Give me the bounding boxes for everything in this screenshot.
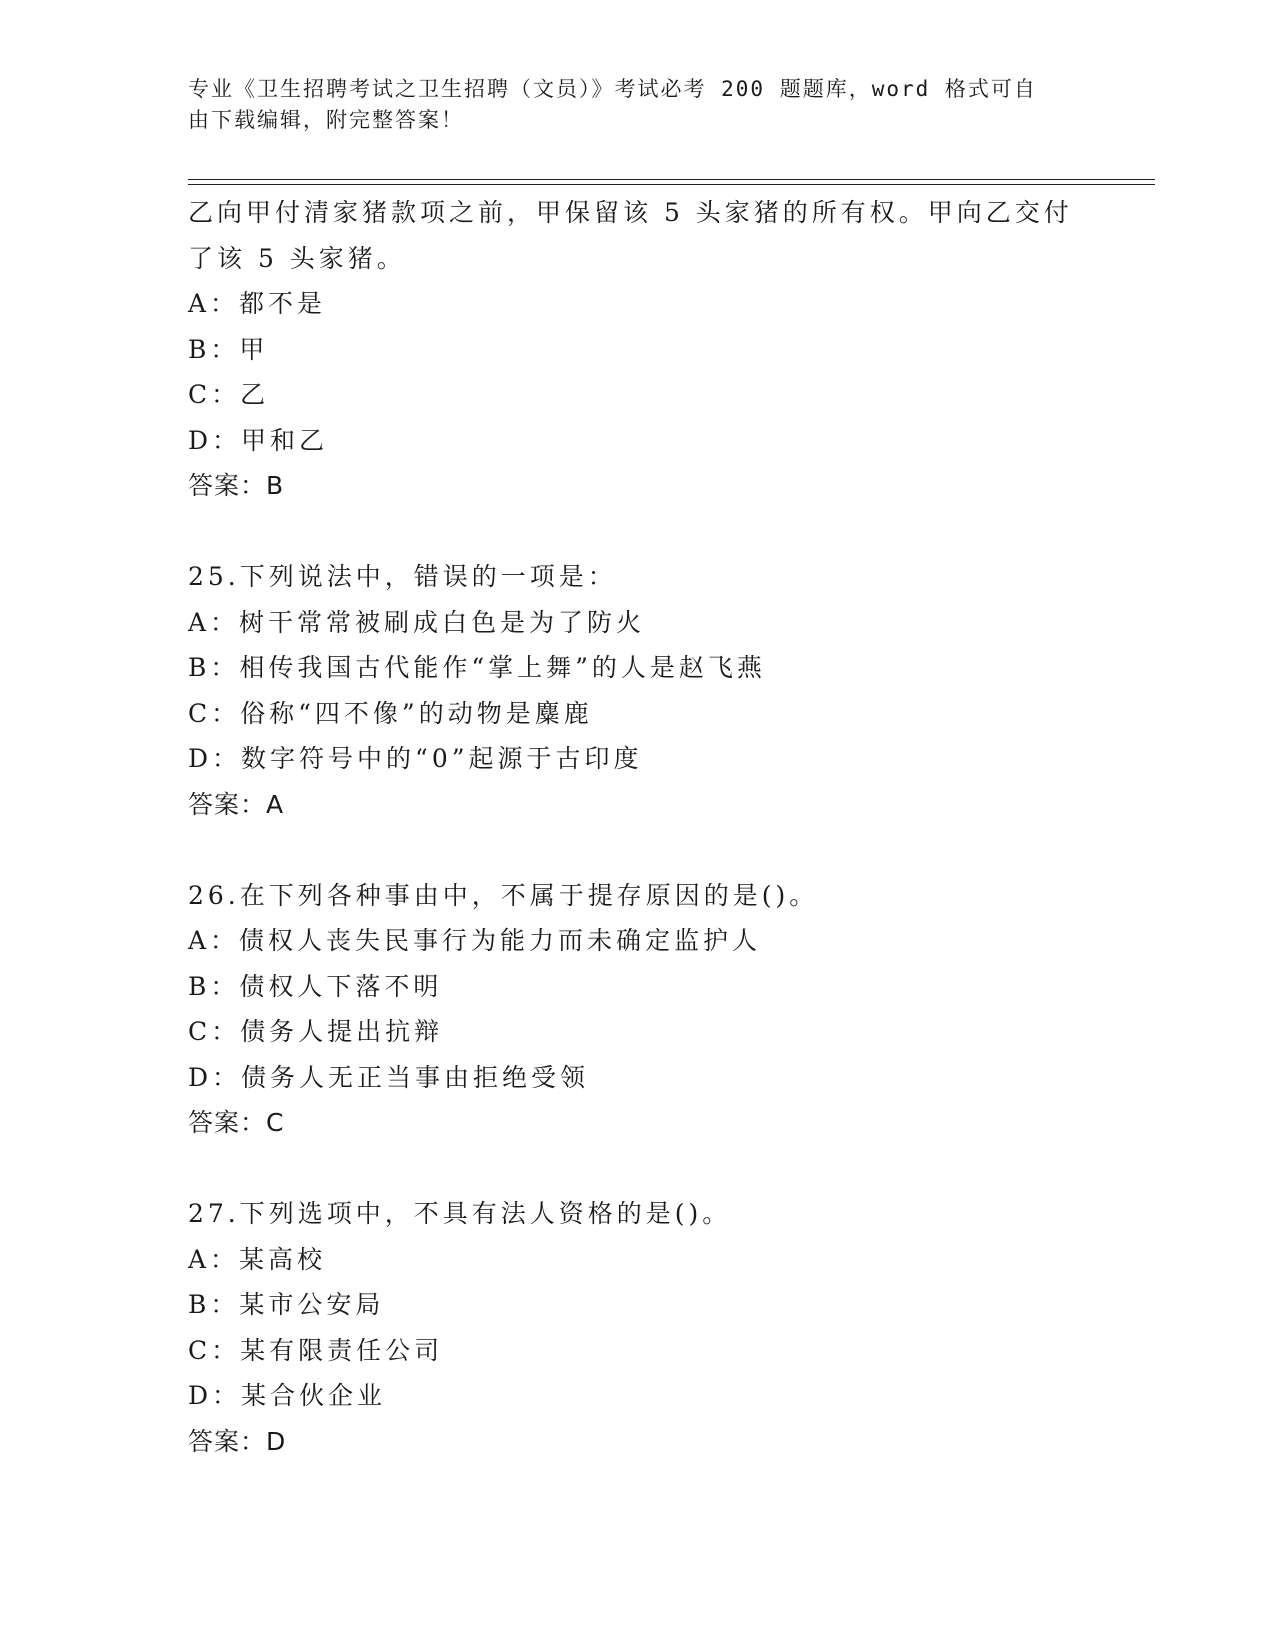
question-continued (188, 190, 1088, 509)
spacer (188, 1146, 1088, 1192)
option-b: B：甲 (188, 334, 269, 364)
question-26 (188, 873, 1088, 1146)
option-c: C：俗称“四不像”的动物是麋鹿 (188, 698, 593, 728)
header-divider-top (188, 179, 1155, 180)
header-line-1: 专业《卫生招聘考试之卫生招聘（文员）》考试必考 200 题题库，word 格式可自 (188, 77, 1037, 101)
option-a: A：都不是 (188, 289, 327, 318)
option-c: C：乙 (188, 380, 270, 409)
header-divider-bottom (188, 184, 1155, 185)
answer-line: 答案：D (188, 1426, 287, 1456)
question-stem: 27.下列选项中，不具有法人资格的是()。 (188, 1199, 732, 1228)
option-b: B：某市公安局 (188, 1290, 385, 1319)
option-c: C：债务人提出抗辩 (188, 1017, 444, 1046)
option-a: A：树干常常被刷成白色是为了防火 (188, 607, 646, 637)
question-stem: 25.下列说法中，错误的一项是： (188, 562, 617, 591)
option-a: A：债权人丧失民事行为能力而未确定监护人 (188, 926, 762, 955)
answer-line: 答案：B (188, 471, 285, 500)
option-d: D：数字符号中的“0”起源于古印度 (188, 744, 643, 773)
question-stem: 26.在下列各种事由中，不属于提存原因的是()。 (188, 880, 819, 910)
spacer (188, 827, 1088, 873)
document-header (188, 74, 1068, 136)
question-list (188, 190, 1088, 1464)
question-25 (188, 554, 1088, 827)
question-stem-line: 乙向甲付清家猪款项之前，甲保留该 5 头家猪的所有权。甲向乙交付 (188, 198, 1073, 227)
option-d: D：甲和乙 (188, 425, 329, 455)
question-stem-line: 了该 5 头家猪。 (188, 243, 406, 273)
header-line-2: 由下载编辑，附完整答案！ (188, 108, 464, 132)
option-d: D：债务人无正当事由拒绝受领 (188, 1062, 590, 1092)
option-d: D：某合伙企业 (188, 1381, 387, 1410)
answer-line: 答案：A (188, 789, 285, 819)
option-b: B：债权人下落不明 (188, 971, 443, 1001)
spacer (188, 509, 1088, 555)
question-27 (188, 1191, 1088, 1464)
option-b: B：相传我国古代能作“掌上舞”的人是赵飞燕 (188, 653, 766, 682)
answer-line: 答案：C (188, 1108, 285, 1137)
option-c: C：某有限责任公司 (188, 1335, 444, 1365)
option-a: A：某高校 (188, 1244, 327, 1274)
